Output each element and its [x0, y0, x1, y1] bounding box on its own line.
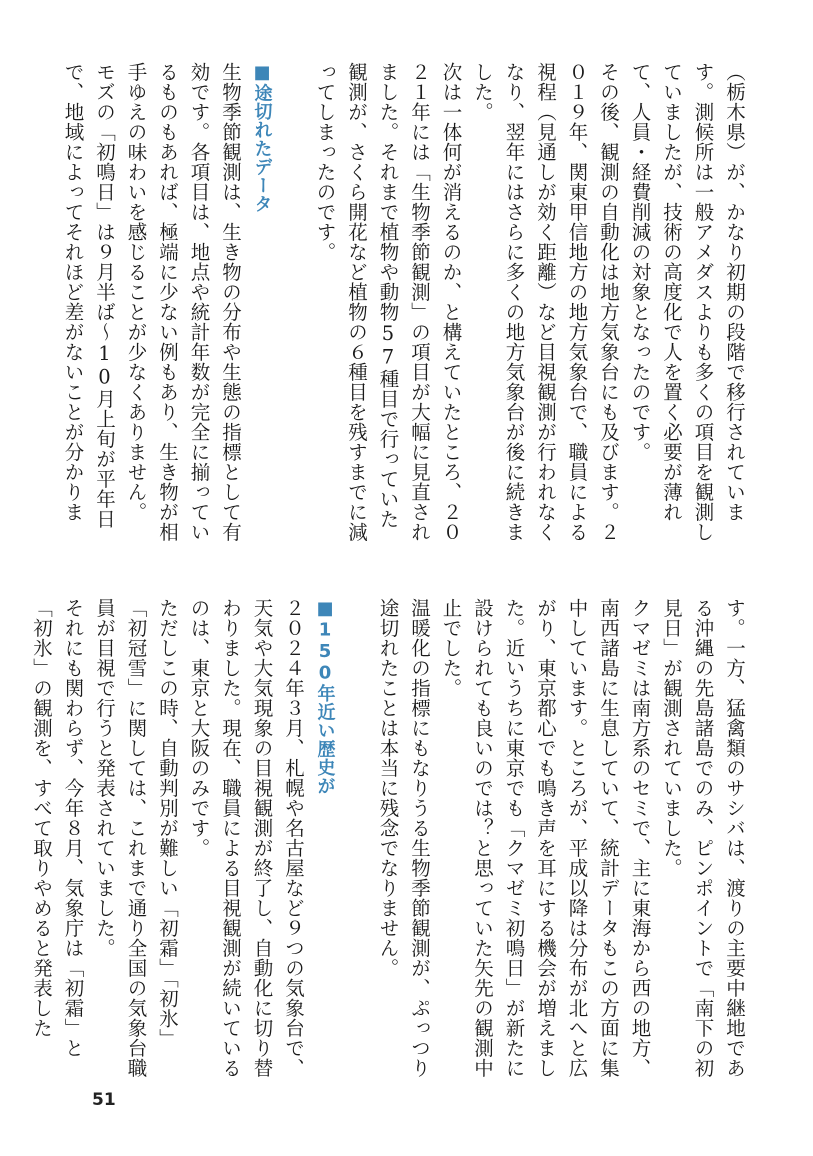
paragraph: それにも関わらず、今年８月、気象庁は「初霜」と「初氷」の観測を、すべて取りやめると発表した	[30, 598, 85, 1058]
paragraph: （栃木県）が、かなり初期の段階で移行されています。測候所は一般アメダスよりも多くの項目を観測していましたが、技術の高度化で人を置く必要が薄れて、人員・経費削減の対象となったのです。	[628, 62, 746, 542]
heading-square-icon: ■	[251, 62, 273, 84]
paragraph: す。一方、猛禽類のサシバは、渡りの主要中継地である沖縄の先島諸島でのみ、ピンポイントで「南下の初見日」が観測されていました。	[660, 598, 746, 1078]
paragraph: ２０２４年３月、札幌や名古屋など９つの気象台で、天気や大気現象の目視観測が終了し、自動化に切り替わりました。現在、職員による目視観測が続いているのは、東京と大阪のみです。	[187, 598, 305, 1078]
paragraph: 温暖化の指標にもなりうる生物季節観測が、ぷっつり途切れたことは本当に残念でなりません。	[376, 598, 431, 1078]
paragraph: その後、観測の自動化は地方気象台にも及びます。２０１９年、関東甲信地方の地方気象台で、職員による視程（見通しが効く距離）など目視観測が行われなくなり、翌年にはさらに多くの地方気象台が後に続きました。	[471, 62, 620, 542]
heading-text: 途切れたデータ	[251, 83, 273, 213]
page-number: 51	[92, 1090, 116, 1110]
heading-square-icon: ■	[314, 598, 336, 620]
upper-text-block	[61, 62, 750, 542]
paragraph: モズの「初鳴日」は９月半ば～10月上旬が平年日で、地域によってそれほど差がないことが分かりま	[61, 62, 116, 529]
lower-text-block	[30, 598, 750, 1078]
paragraph: クマゼミは南方系のセミで、主に東海から西の地方、南西諸島に生息していて、統計データもこの方面に集中しています。ところが、平成以降は分布が北へと広がり、東京都心でも鳴き声を耳にする機会が増えました。近いうちに東京でも「クマゼミ初鳴日」が新たに設けられても良いのでは？と思っていた矢先の観測中止でした。	[439, 598, 652, 1078]
paragraph: 生物季節観測は、生き物の分布や生態の指標として有効です。各項目は、地点や統計年数が完全に揃っているものもあれば、極端に少ない例もあり、生き物が相手ゆえの味わいを感じることが少なくありません。	[124, 62, 242, 542]
heading-text: 150年近い歴史が	[314, 619, 336, 795]
section-heading	[246, 62, 278, 542]
paragraph: ただしこの時、自動判別が難しい「初霜」「初氷」「初冠雪」に関しては、これまで通り全国の気象台職員が目視で行うと発表されていました。	[93, 598, 179, 1078]
section-heading	[309, 598, 341, 1078]
paragraph: 次は一体何が消えるのか、と構えていたところ、２０２１年には「生物季節観測」の項目が大幅に見直されました。それまで植物や動物57種目で行っていた観測が、さくら開花など植物の６種目を残すまでに減ってしまったのです。	[313, 62, 463, 542]
